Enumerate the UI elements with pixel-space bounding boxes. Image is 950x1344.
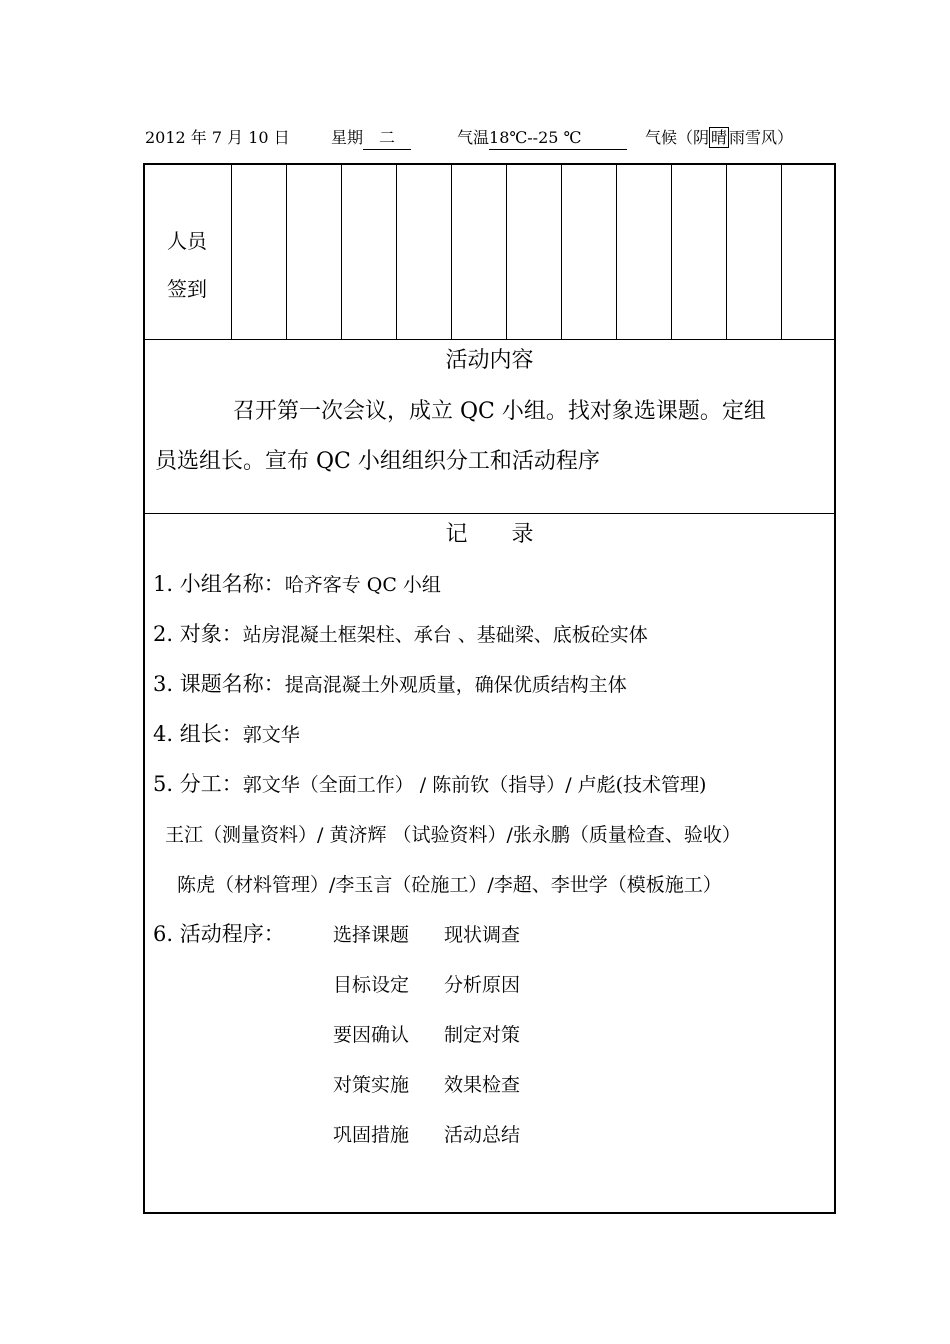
record-item-label: 1. 小组名称： (153, 572, 285, 596)
temperature-label: 气温 (457, 128, 490, 147)
procedure-step: 现状调查 (444, 924, 521, 946)
weekday-field (331, 127, 411, 150)
section-divider (145, 339, 834, 340)
activity-title: 活动内容 (445, 348, 534, 373)
sign-slot-divider (781, 165, 782, 339)
temperature-value: 18℃--25 ℃ (489, 127, 627, 150)
sign-slot-divider (451, 165, 452, 339)
weather-selected-mark: 晴 (711, 128, 728, 147)
sign-slot-divider (561, 165, 562, 339)
weekday-value: 二 (363, 127, 411, 150)
weather-prefix: 气候（阴 (645, 128, 710, 147)
record-item-label: 4. 组长： (153, 722, 243, 746)
sign-slot-divider (341, 165, 342, 339)
record-form-table (143, 163, 836, 1214)
weather-suffix: 雨雪风） (729, 128, 794, 147)
record-item-value: 站房混凝土框架柱、承台 、基础梁、底板砼实体 (242, 624, 648, 646)
activity-text-line1: 召开第一次会议，成立 QC 小组。找对象选课题。定组 (233, 399, 766, 424)
procedure-step: 对策实施 (333, 1074, 410, 1096)
division-line-3: 陈虎（材料管理）/李玉言（砼施工）/李超、李世学（模板施工） (177, 874, 722, 896)
procedure-label: 6. 活动程序： (153, 922, 285, 946)
procedure-step: 要因确认 (333, 1024, 410, 1046)
record-item-object (153, 618, 648, 648)
procedure-step: 分析原因 (444, 974, 521, 996)
record-item-division (153, 768, 706, 798)
activity-text-line2: 员选组长。宣布 QC 小组组织分工和活动程序 (155, 449, 600, 474)
record-item-label: 5. 分工： (153, 772, 243, 796)
procedure-step: 目标设定 (333, 974, 410, 996)
procedure-step: 巩固措施 (333, 1124, 410, 1146)
record-item-value: 哈齐客专 QC 小组 (284, 574, 441, 596)
procedure-step: 效果检查 (444, 1074, 521, 1096)
sign-slot-divider (231, 165, 232, 339)
procedure-step: 选择课题 (333, 924, 410, 946)
procedure-step: 制定对策 (444, 1024, 521, 1046)
sign-slot-divider (286, 165, 287, 339)
procedure-step: 活动总结 (444, 1124, 521, 1146)
weekday-label: 星期 (331, 128, 364, 147)
sign-in-label-line2: 签到 (167, 277, 207, 301)
date-text: 2012 年 7 月 10 日 (145, 128, 290, 147)
sign-slot-divider (726, 165, 727, 339)
sign-slot-divider (506, 165, 507, 339)
weather-field (645, 127, 793, 149)
temperature-field (457, 127, 627, 150)
sign-slot-divider (671, 165, 672, 339)
record-title: 记 录 (445, 522, 534, 547)
record-item-label: 2. 对象： (153, 622, 243, 646)
record-item-label: 3. 课题名称： (153, 672, 285, 696)
sign-slot-divider (396, 165, 397, 339)
division-line-2: 王江（测量资料）/ 黄济辉 （试验资料）/张永鹏（质量检查、验收） (165, 824, 741, 846)
record-item-value: 郭文华（全面工作） / 陈前钦（指导）/ 卢彪(技术管理) (242, 774, 707, 796)
record-item-topic (153, 668, 627, 698)
record-item-leader (153, 718, 300, 748)
sign-slot-divider (616, 165, 617, 339)
record-item-value: 郭文华 (242, 724, 300, 746)
section-divider (145, 513, 834, 514)
sign-in-label-line1: 人员 (167, 229, 207, 253)
record-item-group-name (153, 568, 441, 598)
record-item-value: 提高混凝土外观质量，确保优质结构主体 (284, 674, 627, 696)
